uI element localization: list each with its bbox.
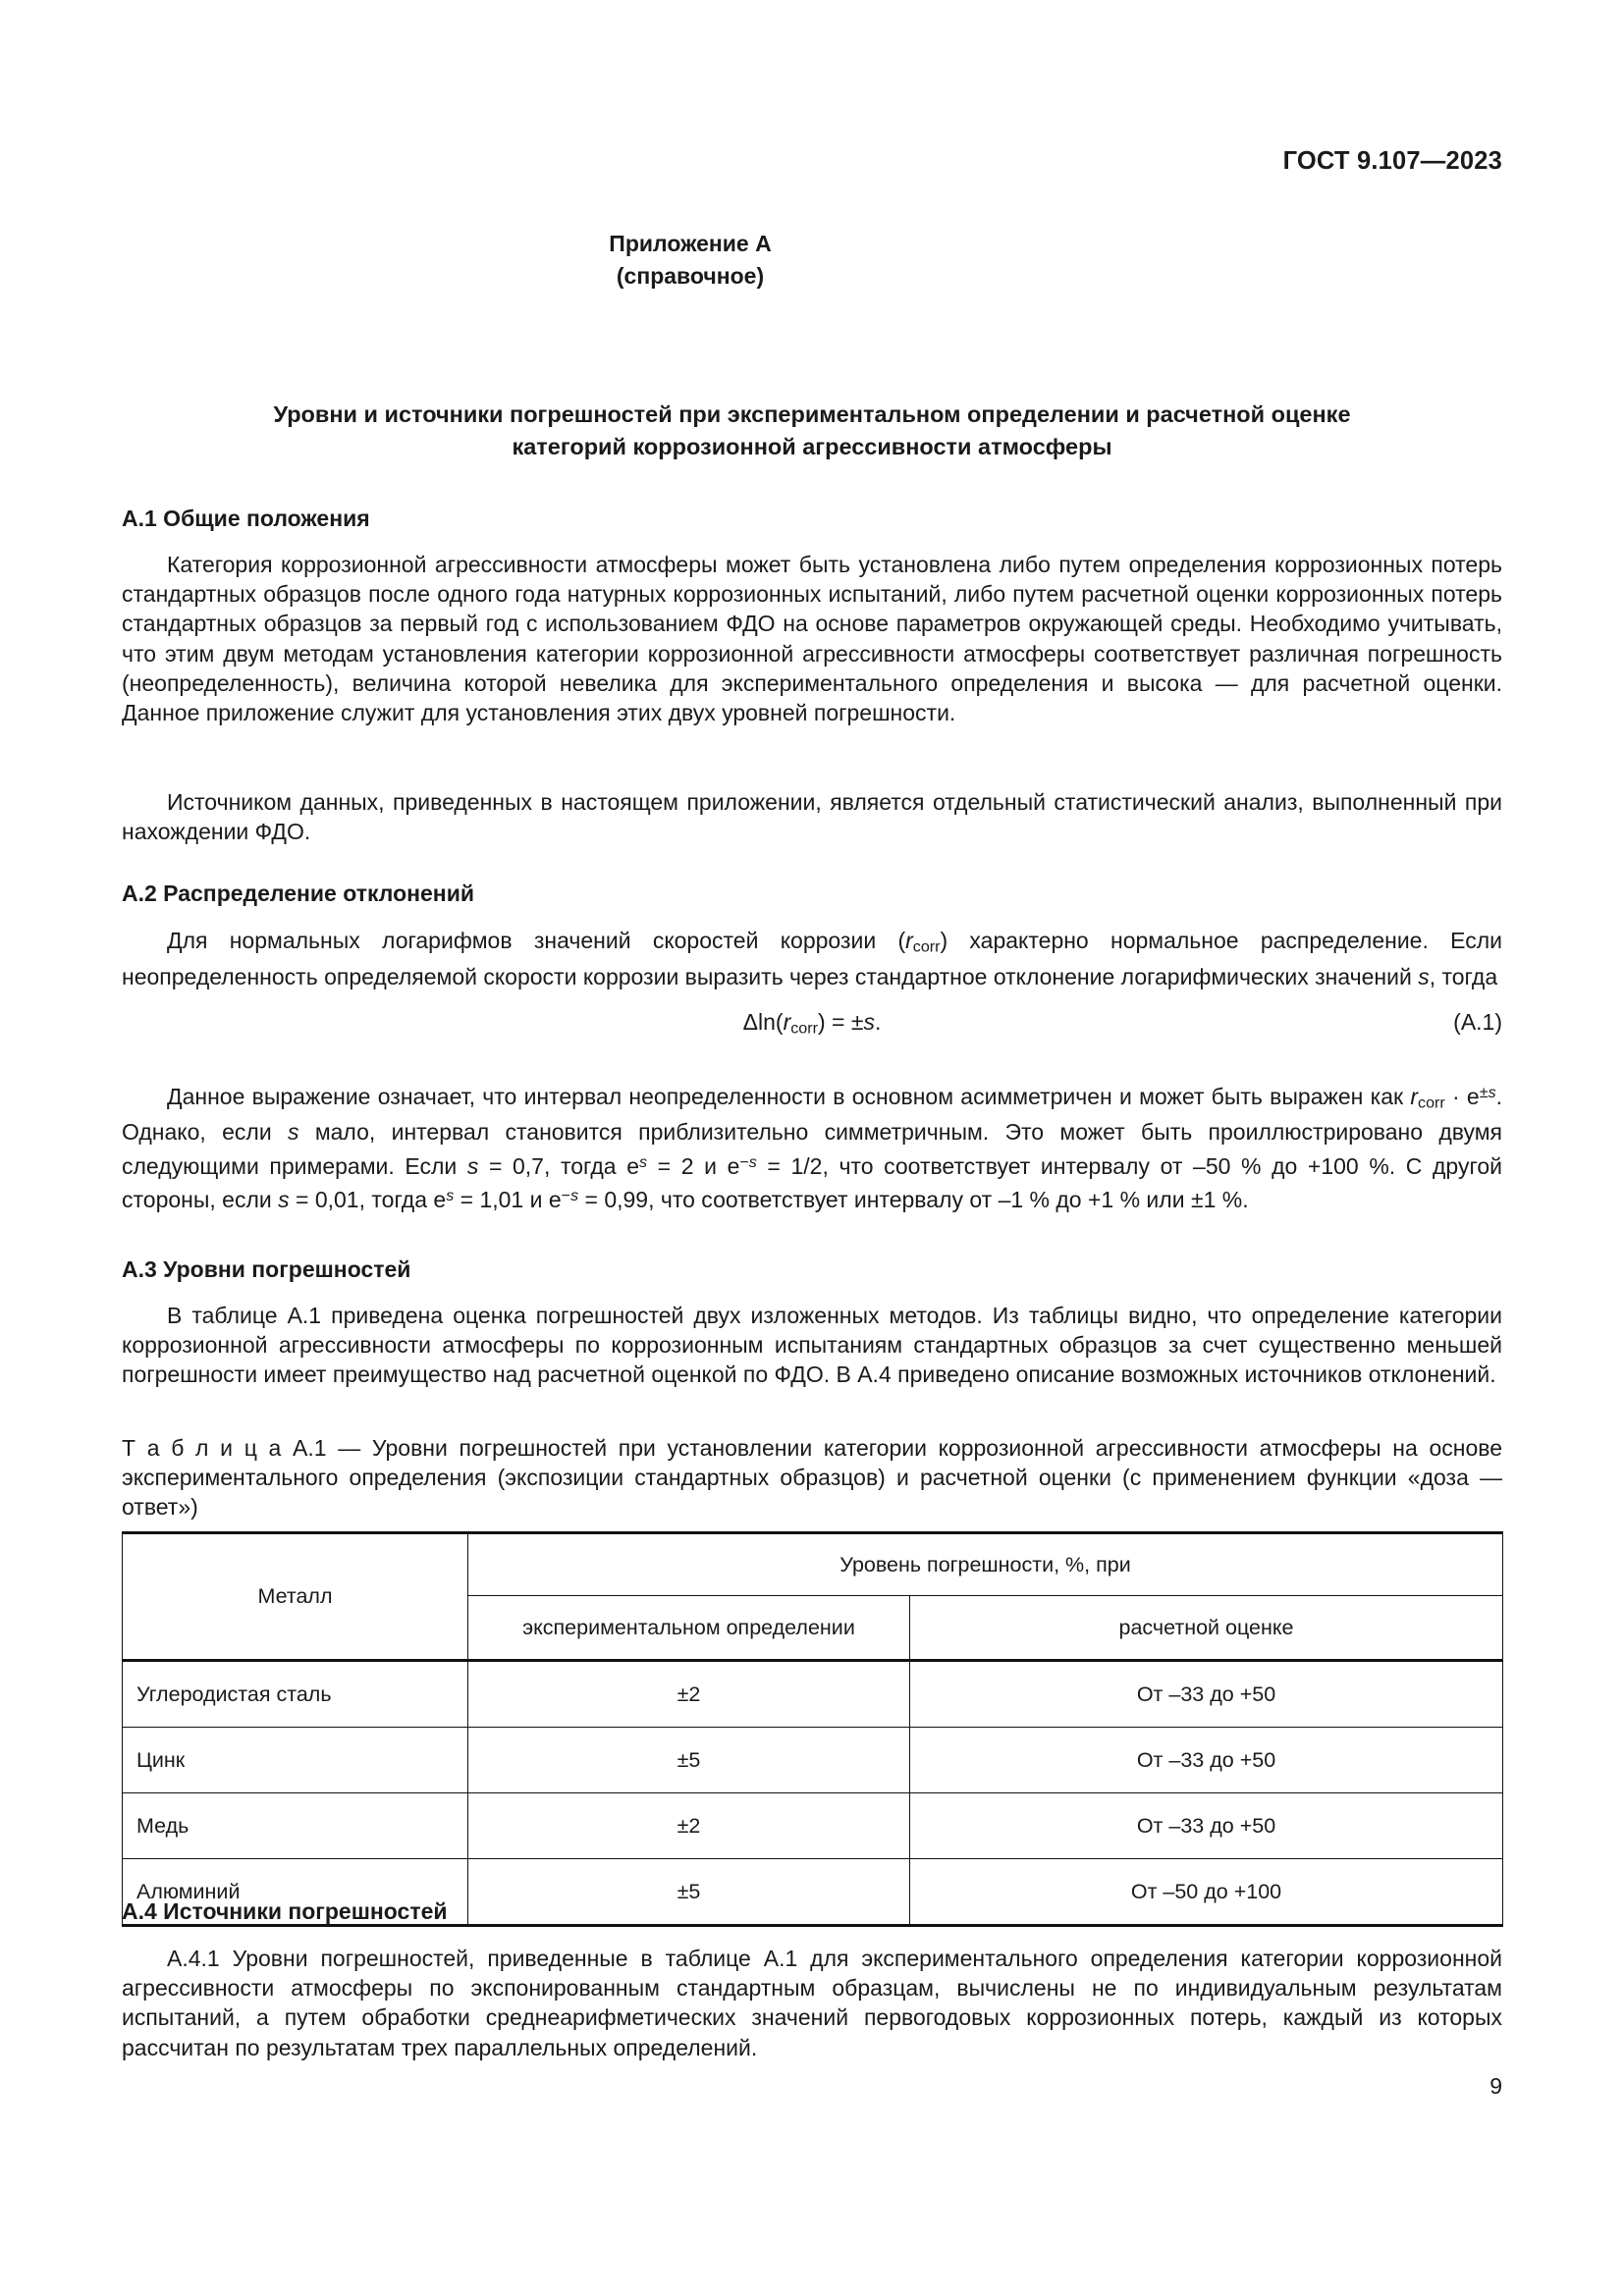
a2-p1-part3: , тогда [1429, 963, 1498, 989]
cell-experimental: ±2 [468, 1661, 910, 1728]
a2-p2-exp2: s [639, 1152, 648, 1171]
a2-p2-exp1: ±s [1479, 1084, 1496, 1101]
a2-p1-var-s: s [1418, 963, 1430, 989]
paragraph-a3-1: В таблице А.1 приведена оценка погрешностей двух изложенных методов. Из таблицы видно, что определение категории коррозионной агрессивности атмосферы по коррозионным испытаниям стандартных образцов за счет существенно меньшей погрешности имеет преимущество над расчетной оценкой по ФДО. В А.4 приведено описание возможных источников отклонений. [122, 1303, 1502, 1388]
appendix-label: Приложение А [609, 231, 772, 256]
a2-p2-g: = 1/2, что соответствует интервалу от –50 % до +100 %. С другой стороны, если [122, 1152, 1502, 1212]
cell-metal: Углеродистая сталь [123, 1661, 468, 1728]
a2-p2-d: мало, интервал становится приблизительно симметричным. Это может быть проиллюстрировано двумя следующими примерами. Если [122, 1119, 1502, 1179]
cell-metal: Медь [123, 1793, 468, 1859]
a2-p2-var-s1: s [288, 1119, 299, 1146]
a2-p2-e: = 0,7, тогда e [478, 1152, 639, 1179]
appendix-title-line-2: категорий коррозионной агрессивности атмосферы [512, 434, 1112, 459]
table-row [123, 1793, 1503, 1859]
page-number: 9 [1489, 2073, 1502, 2099]
cell-experimental: ±5 [468, 1728, 910, 1793]
a2-p2-j: = 0,99, что соответствует интервалу от –1 % до +1 % или ±1 %. [578, 1186, 1249, 1212]
table-row [123, 1661, 1503, 1728]
a2-p2-var-r: r [1410, 1083, 1419, 1109]
table-caption: Т а б л и ц а А.1 — Уровни погрешностей при установлении категории коррозионной агрессивности атмосферы на основе экспериментального определения (экспозиции стандартных образцов) и расчетной оценки (с применением функции «доза — ответ») [122, 1435, 1502, 1521]
table-header-experimental: экспериментальном определении [468, 1596, 910, 1661]
a2-p2-var-s3: s [278, 1186, 290, 1212]
a2-p2-c: . Однако, если [122, 1083, 1503, 1146]
paragraph-a1-1: Категория коррозионной агрессивности атмосферы может быть установлена либо путем определения коррозионных потерь стандартных образцов после одного года натурных коррозионных испытаний, либо путем расчетной оценки коррозионных потерь стандартных образцов за первый год с использованием ФДО на основе параметров окружающей среды. Необходимо учитывать, что этим двум методам установления категории коррозионной агрессивности атмосферы соответствует различная погрешность (неопределенность), величина которой невелика для экспериментального определения и высока — для расчетной оценки. Данное приложение служит для установления этих двух уровней погрешности. [122, 552, 1502, 726]
paragraph-a2-1 [122, 926, 1502, 991]
a2-p2-var-s2: s [466, 1152, 479, 1179]
a2-p2-h: = 0,01, тогда e [289, 1186, 447, 1212]
heading-a4: А.4 Источники погрешностей [122, 1898, 448, 1924]
heading-a2: А.2 Распределение отклонений [122, 881, 474, 906]
a2-p2-var-r-sub: corr [1418, 1094, 1445, 1112]
a2-p2-f: = 2 и e [647, 1152, 740, 1179]
a2-p2-exp5: −s [561, 1186, 579, 1204]
cell-metal: Алюминий [123, 1859, 468, 1926]
a2-p2-a: Данное выражение означает, что интервал неопределенности в основном асимметричен и может быть выражен как [167, 1083, 1411, 1109]
heading-a1: А.1 Общие положения [122, 506, 370, 531]
running-header: ГОСТ 9.107—2023 [1282, 147, 1502, 175]
appendix-title [122, 399, 1502, 463]
a2-p2-exp3: −s [739, 1152, 757, 1171]
paragraph-a4-1: А.4.1 Уровни погрешностей, приведенные в таблице А.1 для экспериментального определения категории коррозионной агрессивности атмосферы по экспонированным стандартным образцам, вычислены не по индивидуальным результатам испытаний, а путем обработки среднеарифметических значений первогодовых коррозионных потерь, каждый из которых рассчитан по результатам трех параллельных определений. [122, 1946, 1502, 2060]
a2-p1-part2: ) характерно нормальное распределение. Если неопределенность определяемой скорости коррозии выразить через стандартное отклонение логарифмических значений [122, 928, 1502, 989]
a2-p2-exp4: s [446, 1186, 455, 1204]
formula-a1: $\Delta\ln(r_{corr}) = \pm s$. [742, 1009, 882, 1038]
cell-metal: Цинк [123, 1728, 468, 1793]
cell-calculated: От –33 до +50 [910, 1793, 1503, 1859]
cell-experimental: ±5 [468, 1859, 910, 1926]
formula-row-a1 [122, 1007, 1502, 1041]
table-header-row-1 [123, 1533, 1503, 1596]
appendix-kind: (справочное) [616, 263, 765, 289]
cell-calculated: От –33 до +50 [910, 1728, 1503, 1793]
error-levels-table [122, 1531, 1503, 1927]
cell-calculated: От –33 до +50 [910, 1661, 1503, 1728]
table-header-metal: Металл [123, 1533, 468, 1661]
cell-experimental: ±2 [468, 1793, 910, 1859]
formula-number-a1: (A.1) [1453, 1009, 1502, 1035]
heading-a3: А.3 Уровни погрешностей [122, 1256, 411, 1282]
a2-p1-part1: Для нормальных логарифмов значений скоростей коррозии ( [167, 928, 906, 953]
a2-p2-b: · e [1444, 1083, 1480, 1109]
table-row [123, 1728, 1503, 1793]
paragraph-a2-2 [122, 1078, 1502, 1214]
a2-p2-i: = 1,01 и e [454, 1186, 562, 1212]
a2-p1-var-r-sub: corr [912, 937, 941, 956]
table-header-calculated: расчетной оценке [910, 1596, 1503, 1661]
table-header-span: Уровень погрешности, %, при [468, 1533, 1503, 1596]
paragraph-a1-2: Источником данных, приведенных в настоящем приложении, является отдельный статистический анализ, выполненный при нахождении ФДО. [122, 789, 1502, 845]
cell-calculated: От –50 до +100 [910, 1859, 1503, 1926]
a2-p1-var-r: r [905, 928, 913, 953]
appendix-title-line-1: Уровни и источники погрешностей при экспериментальном определении и расчетной оценке [273, 401, 1351, 427]
